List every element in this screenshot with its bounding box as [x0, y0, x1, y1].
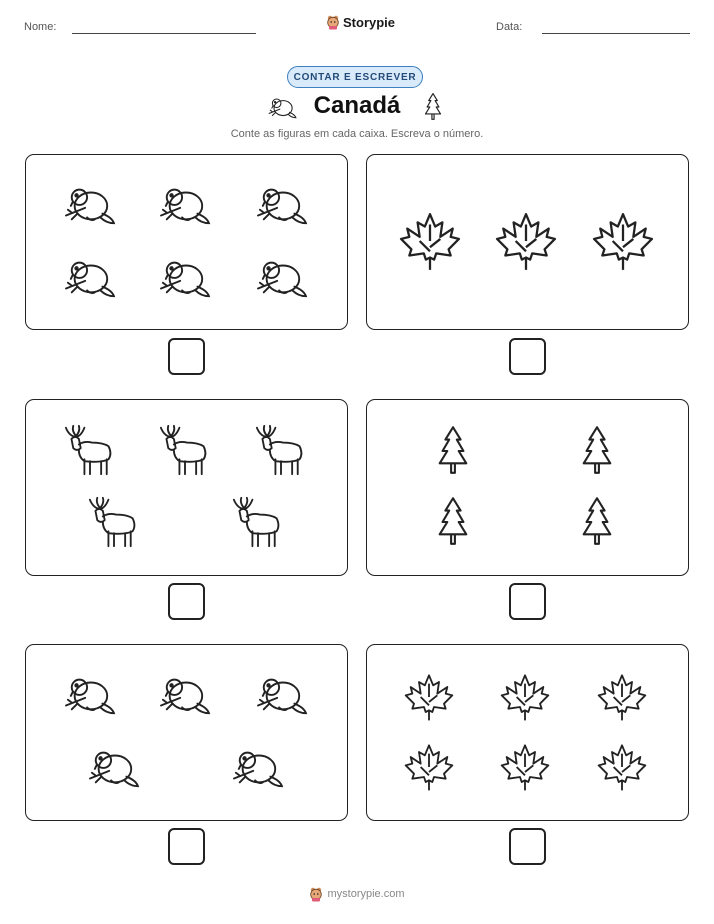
brand-name: Storypie	[343, 14, 396, 30]
beaver-icon	[252, 254, 310, 300]
pine-tree-icon	[434, 424, 472, 478]
answer-box-5[interactable]	[168, 828, 205, 865]
maple-leaf-icon	[495, 210, 557, 272]
maple-leaf-icon	[500, 672, 550, 722]
beaver-icon	[252, 181, 310, 227]
name-label: Nome:	[24, 21, 57, 33]
name-field[interactable]	[72, 33, 256, 34]
brand-logo	[326, 14, 395, 30]
pine-tree-icon	[434, 495, 472, 549]
pine-tree-icon	[421, 92, 445, 122]
date-label: Data:	[496, 21, 523, 33]
answer-box-2[interactable]	[509, 338, 546, 375]
maple-leaf-icon	[592, 210, 654, 272]
instructions: Conte as figuras em cada caixa. Escreva o número.	[230, 128, 484, 140]
beaver-icon	[228, 744, 286, 790]
activity-badge: CONTAR E ESCREVER	[287, 66, 423, 88]
moose-icon	[230, 496, 286, 548]
beaver-icon	[155, 181, 213, 227]
answer-box-3[interactable]	[168, 583, 205, 620]
date-field[interactable]	[542, 33, 690, 34]
moose-icon	[157, 424, 213, 476]
storypie-logo-icon	[309, 886, 323, 902]
maple-leaf-icon	[404, 742, 454, 792]
beaver-icon	[60, 671, 118, 717]
beaver-icon	[155, 671, 213, 717]
maple-leaf-icon	[597, 742, 647, 792]
beaver-icon	[60, 254, 118, 300]
beaver-icon	[252, 671, 310, 717]
moose-icon	[62, 424, 118, 476]
beaver-icon	[155, 254, 213, 300]
counting-box-4	[366, 399, 689, 576]
footer	[0, 886, 714, 902]
maple-leaf-icon	[500, 742, 550, 792]
maple-leaf-icon	[404, 672, 454, 722]
moose-icon	[86, 496, 142, 548]
answer-box-1[interactable]	[168, 338, 205, 375]
answer-box-4[interactable]	[509, 583, 546, 620]
storypie-logo-icon	[326, 14, 340, 30]
page-title: Canadá	[313, 92, 401, 119]
footer-url: mystorypie.com	[327, 888, 405, 900]
maple-leaf-icon	[399, 210, 461, 272]
moose-icon	[253, 424, 309, 476]
counting-box-6	[366, 644, 689, 821]
answer-box-6[interactable]	[509, 828, 546, 865]
beaver-icon	[60, 181, 118, 227]
beaver-icon	[84, 744, 142, 790]
pine-tree-icon	[578, 495, 616, 549]
maple-leaf-icon	[597, 672, 647, 722]
pine-tree-icon	[578, 424, 616, 478]
